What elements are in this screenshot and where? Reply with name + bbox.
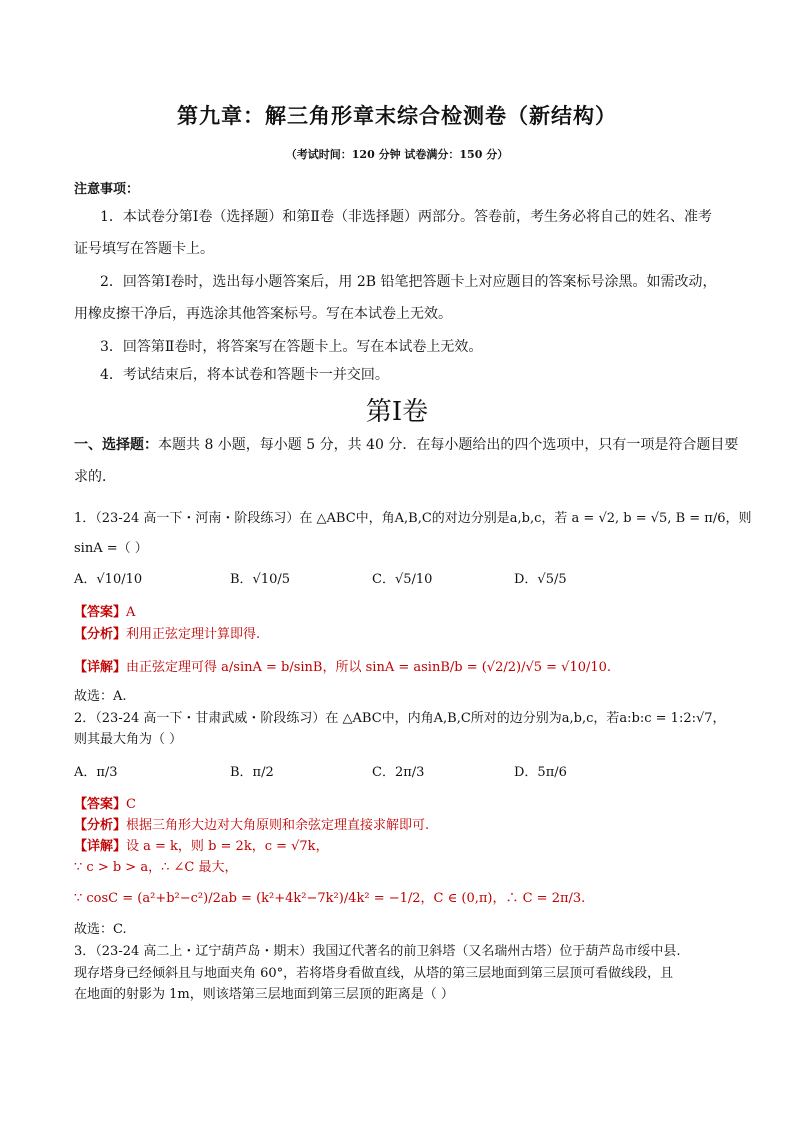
page-title: 第九章：解三角形章末综合检测卷（新结构） xyxy=(177,103,617,128)
section-instructions: 本题共 8 小题，每小题 5 分，共 40 分．在每小题给出的四个选项中，只有一项是符合题目要 xyxy=(158,437,739,453)
q1-conclusion: 故选：A. xyxy=(74,689,127,704)
detail-tag: 【详解】 xyxy=(74,660,127,675)
q1-answer xyxy=(74,601,135,620)
q2-option-a: A．π/3 xyxy=(74,765,118,780)
answer-value: A xyxy=(126,605,136,620)
detail-text: 由正弦定理可得 a/sinA = b/sinB，所以 sinA = asinB/b = (√2/2)/√5 = √10/10. xyxy=(126,660,612,675)
section-heading-line-2: 求的． xyxy=(74,469,116,485)
analysis-text: 利用正弦定理计算即得. xyxy=(126,627,261,642)
answer-tag: 【答案】 xyxy=(74,797,127,812)
answer-tag: 【答案】 xyxy=(74,605,127,620)
section-label: 一、选择题： xyxy=(74,437,158,453)
q1-option-b: B．√10/5 xyxy=(230,572,291,587)
detail-tag: 【详解】 xyxy=(74,839,127,854)
analysis-tag: 【分析】 xyxy=(74,818,127,833)
notice-item-4: 4．考试结束后，将本试卷和答题卡一并交回。 xyxy=(100,367,389,383)
q3-line-3: 在地面的射影为 1m，则该塔第三层地面到第三层顶的距离是（ ） xyxy=(74,987,454,1002)
analysis-text: 根据三角形大边对大角原则和余弦定理直接求解即可. xyxy=(126,818,430,833)
notice-item-3: 3．回答第Ⅱ卷时，将答案写在答题卡上。写在本试卷上无效。 xyxy=(100,339,483,355)
q2-conclusion: 故选：C. xyxy=(74,922,127,937)
q2-analysis xyxy=(74,814,429,833)
notice-item-2-line-2: 用橡皮擦干净后，再选涂其他答案标号。写在本试卷上无效。 xyxy=(74,306,452,322)
q1-option-c: C．√5/10 xyxy=(372,572,433,587)
q2-answer xyxy=(74,793,136,812)
q2-option-b: B．π/2 xyxy=(230,765,274,780)
answer-value: C xyxy=(126,797,136,812)
exam-info: （考试时间：120 分钟 试卷满分：150 分） xyxy=(285,148,509,161)
q1-analysis xyxy=(74,623,260,642)
q2-stem: 2．（23-24 高一下・甘肃武威・阶段练习）在 △ABC中，内角A,B,C所对的边分别为a,b,c，若a:b:c = 1:2:√7， xyxy=(74,711,726,726)
q1-stem: 1．（23-24 高一下・河南・阶段练习）在 △ABC中，角A,B,C的对边分别是a,b,c，若 a = √2, b = √5, B = π/6，则 xyxy=(74,511,752,526)
notice-item-2-line-1: 2．回答第Ⅰ卷时，选出每小题答案后，用 2B 铅笔把答题卡上对应题目的答案标号涂黑。如需改动， xyxy=(100,274,717,290)
section-heading xyxy=(74,434,738,454)
notice-item-1-line-2: 证号填写在答题卡上。 xyxy=(74,241,214,257)
detail-text-1: 设 a = k，则 b = 2k，c = √7k， xyxy=(126,839,329,854)
q1-option-a: A．√10/10 xyxy=(74,572,143,587)
q3-line-1: 3．（23-24 高二上・辽宁葫芦岛・期末）我国辽代著名的前卫斜塔（又名瑞州古塔）位于葫芦岛市绥中县. xyxy=(74,944,681,959)
q1-option-d: D．√5/5 xyxy=(514,572,567,587)
q2-stem-line-2: 则其最大角为（ ） xyxy=(74,732,183,747)
q3-line-2: 现存塔身已经倾斜且与地面夹角 60°，若将塔身看做直线，从塔的第三层地面到第三层顶可看做线段，且 xyxy=(74,966,674,981)
analysis-tag: 【分析】 xyxy=(74,627,127,642)
q2-option-c: C．2π/3 xyxy=(372,765,425,780)
q2-detail-line-3: ∵ cosC = (a²+b²−c²)/2ab = (k²+4k²−7k²)/4k² = −1/2，C ∈ (0,π)，∴ C = 2π/3. xyxy=(74,891,586,906)
q2-detail-line-2: ∵ c > b > a，∴ ∠C 最大， xyxy=(74,860,238,875)
volume-heading: 第Ⅰ卷 xyxy=(365,397,429,427)
notice-heading: 注意事项： xyxy=(74,182,140,197)
notice-item-1-line-1: 1．本试卷分第Ⅰ卷（选择题）和第Ⅱ卷（非选择题）两部分。答卷前，考生务必将自己的姓名、准考 xyxy=(100,209,712,225)
q2-detail xyxy=(74,835,329,854)
q1-stem-line-2: sinA =（ ） xyxy=(74,541,148,556)
q2-option-d: D．5π/6 xyxy=(514,765,567,780)
q1-detail xyxy=(74,656,611,675)
